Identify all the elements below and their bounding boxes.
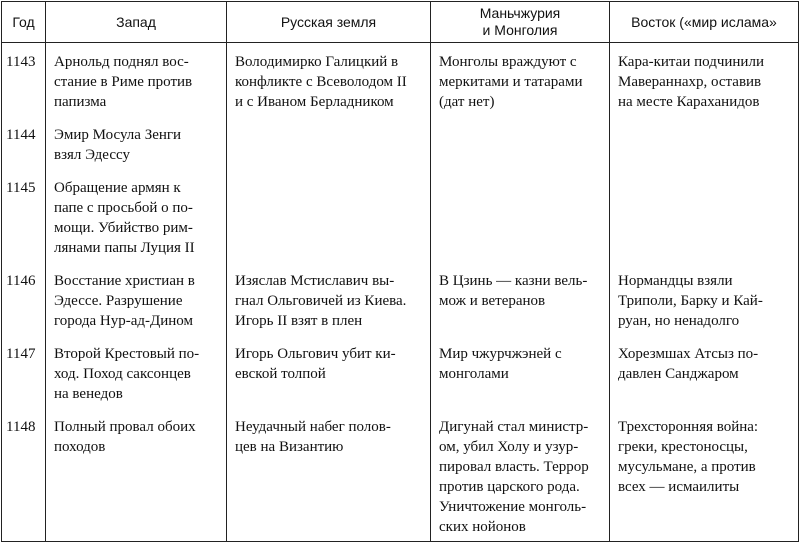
- cell-year: 1144: [2, 116, 46, 169]
- header-manchuria-line: и Монголия: [482, 22, 558, 38]
- cell-text-line: Хорезмшах Атсыз по-: [618, 346, 759, 362]
- header-row: [2, 2, 799, 43]
- cell-text-line: города Нур-ад-Дином: [54, 313, 193, 329]
- cell-text-line: папизма: [54, 94, 107, 110]
- cell-east: [610, 43, 799, 117]
- cell-manchuria: [431, 335, 610, 408]
- cell-text-line: конфликте с Всеволодом II: [235, 74, 407, 90]
- cell-text-line: и с Иваном Берладником: [235, 94, 394, 110]
- cell-text-line: Дигунай стал министр-: [439, 419, 589, 435]
- cell-west: [46, 408, 227, 542]
- cell-year: 1148: [2, 408, 46, 542]
- cell-year: 1145: [2, 169, 46, 262]
- header-year: Год: [2, 2, 46, 43]
- cell-text-line: греки, крестоносцы,: [618, 439, 748, 455]
- cell-text-line: мож и ветеранов: [439, 293, 546, 309]
- cell-rus: [227, 116, 431, 169]
- cell-west: [46, 169, 227, 262]
- cell-east: [610, 169, 799, 262]
- cell-east: [610, 116, 799, 169]
- cell-text-line: В Цзинь — казни вель-: [439, 273, 588, 289]
- cell-west: [46, 262, 227, 335]
- cell-text-line: взял Эдессу: [54, 147, 130, 163]
- cell-text-line: Трехсторонняя война:: [618, 419, 759, 435]
- table-row: [2, 116, 799, 169]
- header-manchuria: [431, 2, 610, 43]
- header-west: Запад: [46, 2, 227, 43]
- cell-text-line: ом, убил Холу и узур-: [439, 439, 579, 455]
- header-east: Восток («мир ислама»: [610, 2, 799, 43]
- cell-text-line: папе с просьбой о по-: [54, 200, 193, 216]
- table-row: [2, 262, 799, 335]
- cell-text-line: Изяслав Мстиславич вы-: [235, 273, 395, 289]
- cell-west: [46, 116, 227, 169]
- cell-text-line: давлен Санджаром: [618, 366, 739, 382]
- cell-text-line: руан, но ненадолго: [618, 313, 740, 329]
- cell-manchuria: [431, 169, 610, 262]
- cell-text-line: Володимирко Галицкий в: [235, 54, 399, 70]
- cell-manchuria: [431, 116, 610, 169]
- cell-text-line: Обращение армян к: [54, 180, 181, 196]
- cell-text-line: ских нойонов: [439, 519, 526, 535]
- cell-text-line: ход. Поход саксонцев: [54, 366, 191, 382]
- cell-text-line: на месте Караханидов: [618, 94, 760, 110]
- cell-text-line: Мавераннахр, оставив: [618, 74, 762, 90]
- cell-text-line: евской толпой: [235, 366, 326, 382]
- cell-text-line: на венедов: [54, 386, 123, 402]
- cell-manchuria: [431, 43, 610, 117]
- cell-text-line: Кара-китаи подчинили: [618, 54, 764, 70]
- cell-text-line: всех — исмаилиты: [618, 479, 740, 495]
- table-row: [2, 408, 799, 542]
- cell-year: 1147: [2, 335, 46, 408]
- cell-text-line: Восстание христиан в: [54, 273, 195, 289]
- cell-text-line: Полный провал обоих: [54, 419, 196, 435]
- cell-text-line: Уничтожение монголь-: [439, 499, 587, 515]
- cell-year: 1146: [2, 262, 46, 335]
- cell-text-line: Эмир Мосула Зенги: [54, 127, 182, 143]
- cell-text-line: гнал Ольговичей из Киева.: [235, 293, 407, 309]
- cell-text-line: цев на Византию: [235, 439, 344, 455]
- cell-text-line: Монголы враждуют с: [439, 54, 577, 70]
- table-row: [2, 169, 799, 262]
- cell-east: [610, 262, 799, 335]
- cell-text-line: Игорь Ольгович убит ки-: [235, 346, 396, 362]
- cell-east: [610, 408, 799, 542]
- cell-west: [46, 43, 227, 117]
- cell-text-line: стание в Риме против: [54, 74, 193, 90]
- header-rus: Русская земля: [227, 2, 431, 43]
- cell-text-line: Нормандцы взяли: [618, 273, 733, 289]
- cell-text-line: монголами: [439, 366, 509, 382]
- cell-text-line: меркитами и татарами: [439, 74, 583, 90]
- cell-west: [46, 335, 227, 408]
- table-row: [2, 43, 799, 117]
- table-body: [2, 43, 799, 542]
- cell-text-line: против царского рода.: [439, 479, 580, 495]
- cell-text-line: походов: [54, 439, 106, 455]
- chronology-table: [1, 1, 799, 542]
- cell-manchuria: [431, 408, 610, 542]
- cell-text-line: мусульмане, а против: [618, 459, 756, 475]
- table-row: [2, 335, 799, 408]
- cell-east: [610, 335, 799, 408]
- cell-text-line: пировал власть. Террор: [439, 459, 589, 475]
- cell-rus: [227, 169, 431, 262]
- cell-text-line: мощи. Убийство рим-: [54, 220, 193, 236]
- cell-text-line: Арнольд поднял вос-: [54, 54, 189, 70]
- cell-text-line: (дат нет): [439, 94, 495, 110]
- cell-text-line: Неудачный набег полов-: [235, 419, 391, 435]
- cell-rus: [227, 43, 431, 117]
- cell-rus: [227, 408, 431, 542]
- cell-text-line: Эдессе. Разрушение: [54, 293, 183, 309]
- cell-text-line: лянами папы Луция II: [54, 240, 195, 256]
- cell-text-line: Второй Крестовый по-: [54, 346, 200, 362]
- cell-text-line: Игорь II взят в плен: [235, 313, 363, 329]
- header-manchuria-line: Маньчжурия: [479, 5, 561, 21]
- cell-text-line: Триполи, Барку и Кай-: [618, 293, 763, 309]
- cell-text-line: Мир чжурчжэней с: [439, 346, 562, 362]
- cell-manchuria: [431, 262, 610, 335]
- cell-rus: [227, 335, 431, 408]
- cell-year: 1143: [2, 43, 46, 117]
- cell-rus: [227, 262, 431, 335]
